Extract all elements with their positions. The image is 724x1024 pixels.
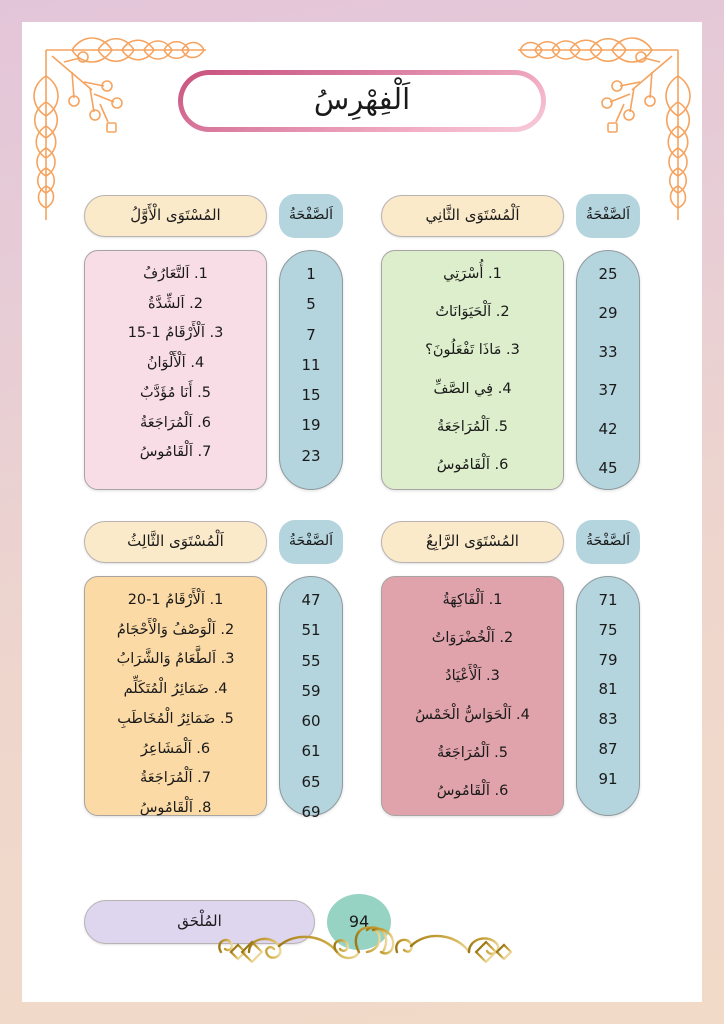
list-item[interactable]: 8. اَلْقَامُوسُ [139, 800, 212, 817]
level-1-body [84, 250, 343, 490]
list-item[interactable]: 3. مَاذَا تَفْعَلُونَ؟ [425, 342, 520, 359]
level-3-title: اَلْمُسْتَوَى الثَّالِثُ [127, 531, 224, 550]
list-item[interactable]: 2. اَلشِّدَّةُ [147, 295, 204, 312]
level-1-page-label-pill [279, 194, 343, 238]
list-item[interactable]: 2. اَلْحَيَوَانَاتُ [435, 304, 510, 321]
page-number: 42 [598, 420, 618, 438]
level-4-header [381, 516, 640, 568]
page-number: 60 [301, 712, 321, 730]
list-item[interactable]: 1. اَلتَّعَارُفُ [143, 266, 208, 282]
page-number: 15 [301, 386, 321, 404]
level-4-items [381, 576, 564, 816]
level-4-pages [576, 576, 640, 816]
page-number: 51 [301, 621, 321, 640]
list-item[interactable]: 3. اَلْأَعْيَادُ [445, 668, 500, 685]
page-number: 59 [301, 681, 321, 700]
page-number: 11 [301, 355, 321, 374]
page-number: 25 [598, 265, 618, 283]
page-column-label: اَلصَّفْحَةُ [289, 207, 333, 223]
level-1-title: المُسْتَوَى الْأَوَّلُ [130, 205, 221, 224]
page-number: 7 [306, 325, 316, 344]
list-item[interactable]: 7. اَلْمُرَاجَعَةُ [139, 770, 212, 787]
page-number: 29 [598, 303, 618, 322]
level-4-title: المُسْتَوَى الرَّابِعُ [426, 531, 519, 550]
page-number: 47 [301, 591, 321, 609]
page-column-label: اَلصَّفْحَةُ [289, 533, 333, 549]
level-1-pages [279, 250, 343, 490]
page-number: 83 [598, 710, 618, 728]
level-1-title-pill[interactable] [84, 195, 267, 237]
page-number: 61 [301, 742, 321, 761]
list-item[interactable]: 5. أَنَا مُؤَدَّبٌ [140, 384, 211, 401]
list-item[interactable]: 6. اَلْمَشَاعِرُ [140, 740, 211, 757]
page-number: 37 [598, 381, 618, 400]
page-number: 45 [598, 458, 618, 477]
page-column-label: اَلصَّفْحَةُ [586, 207, 630, 223]
level-4-body [381, 576, 640, 816]
page-sheet [22, 22, 702, 1002]
list-item[interactable]: 6. اَلْمُرَاجَعَةُ [139, 414, 212, 431]
list-item[interactable]: 5. اَلْمُرَاجَعَةُ [436, 744, 509, 761]
grid-row-spacer [84, 490, 640, 516]
list-item[interactable]: 6. اَلْقَامُوسُ [436, 783, 509, 800]
list-item[interactable]: 1. اَلْفَاكِهَةُ [442, 592, 503, 608]
page-number: 33 [598, 342, 618, 361]
list-item[interactable]: 6. اَلْقَامُوسُ [436, 457, 509, 474]
list-item[interactable]: 1. أُسْرَتِي [443, 266, 502, 282]
list-item[interactable]: 4. ضَمَائِرُ الْمُتَكَلِّم [123, 681, 228, 698]
list-item[interactable]: 1. اَلْأَرْقَامُ 1-20 [127, 592, 224, 608]
list-item[interactable]: 4. اَلْأَلْوَانُ [146, 355, 205, 372]
list-item[interactable]: 5. ضَمَائِرُ الْمُخَاطَبِ [117, 710, 234, 727]
level-2-title: اَلْمُسْتَوَى الثَّانِي [425, 205, 520, 224]
level-1-header [84, 190, 343, 242]
level-3-title-pill[interactable] [84, 521, 267, 563]
page-number: 69 [301, 802, 321, 821]
list-item[interactable]: 5. اَلْمُرَاجَعَةُ [436, 418, 509, 435]
page-number: 23 [301, 446, 321, 465]
page-number: 79 [598, 650, 618, 669]
level-3-items [84, 576, 267, 816]
page-title: اَلْفِهْرِسُ [313, 81, 411, 116]
list-item[interactable]: 7. اَلْقَامُوسُ [139, 444, 212, 461]
level-section-1 [84, 190, 343, 490]
page-title-pill [178, 70, 546, 132]
level-1-items [84, 250, 267, 490]
level-2-title-pill[interactable] [381, 195, 564, 237]
level-3-pages [279, 576, 343, 821]
page-number: 19 [301, 416, 321, 435]
list-item[interactable]: 3. اَلطَّعَامُ وَالشَّرَابُ [116, 651, 235, 668]
level-4-title-pill[interactable] [381, 521, 564, 563]
level-2-header [381, 190, 640, 242]
appendix-title: المُلْحَق [177, 911, 222, 930]
page-title-container [22, 70, 702, 132]
level-section-3 [84, 516, 343, 821]
page-number: 1 [306, 265, 316, 283]
level-2-page-label-pill [576, 194, 640, 238]
page-number: 65 [301, 772, 321, 791]
level-3-header [84, 516, 343, 568]
list-item[interactable]: 2. اَلْخُضْرَوَاتُ [431, 630, 514, 647]
list-item[interactable]: 4. فِي الصَّفِّ [433, 380, 512, 397]
appendix-page-number: 94 [348, 911, 370, 931]
level-section-4 [381, 516, 640, 816]
level-2-body [381, 250, 640, 490]
level-3-body [84, 576, 343, 821]
page-number: 91 [598, 769, 618, 788]
list-item[interactable]: 2. اَلْوَصْفُ وَالْأَحْجَامُ [116, 621, 235, 638]
level-4-page-label-pill [576, 520, 640, 564]
level-2-pages [576, 250, 640, 490]
page-column-label: اَلصَّفْحَةُ [586, 533, 630, 549]
level-2-items [381, 250, 564, 490]
page-number: 71 [598, 591, 618, 609]
page-number: 5 [306, 295, 316, 314]
page-number: 75 [598, 620, 618, 639]
page-number: 87 [598, 739, 618, 758]
page-number: 55 [301, 651, 321, 670]
levels-grid [84, 190, 640, 821]
list-item[interactable]: 3. اَلْأَرْقَامُ 1-15 [127, 325, 224, 342]
list-item[interactable]: 4. اَلْحَوَاسُّ الْخَمْسُ [415, 706, 530, 723]
level-section-2 [381, 190, 640, 490]
bottom-flourish-ornament-icon [22, 920, 702, 968]
level-3-page-label-pill [279, 520, 343, 564]
page-number: 81 [598, 680, 618, 699]
